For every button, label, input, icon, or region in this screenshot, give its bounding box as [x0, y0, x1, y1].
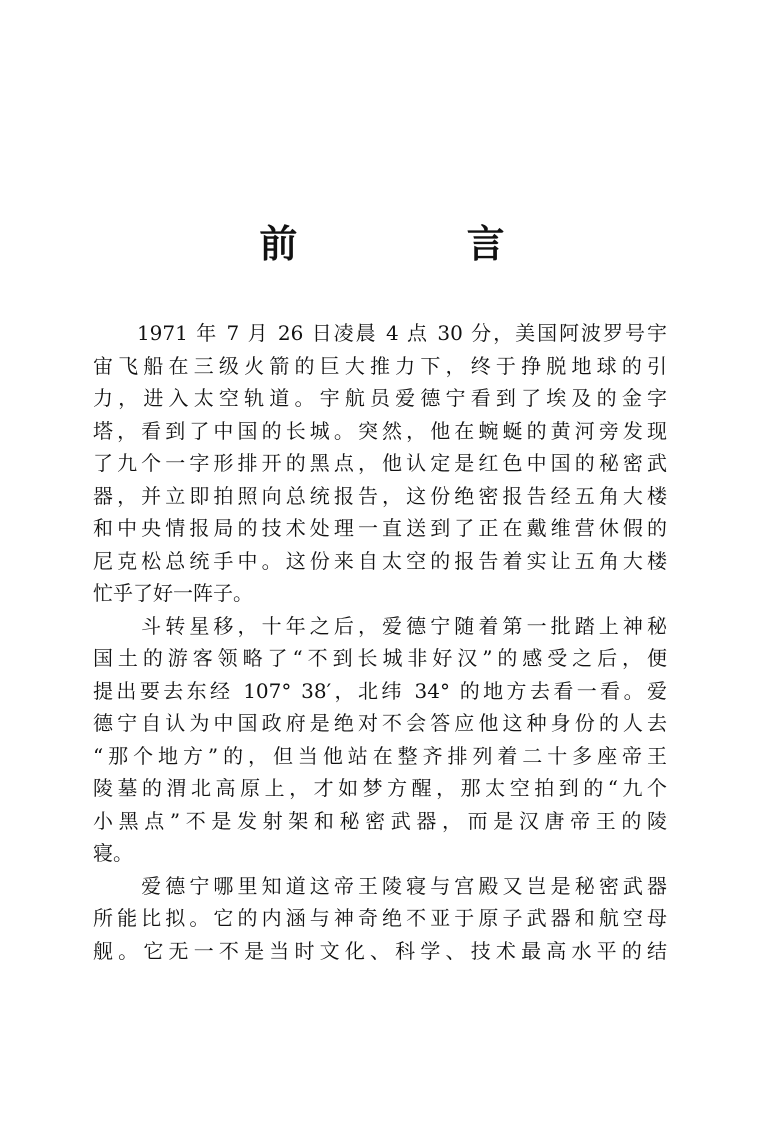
text-line: 了九个一字形排开的黑点，他认定是红色中国的秘密武 [93, 451, 667, 475]
text-line: 爱德宁哪里知道这帝王陵寝与宫殿又岂是秘密武器 [93, 873, 667, 898]
text-line: 和中央情报局的技术处理一直送到了正在戴维营休假的 [93, 516, 667, 540]
text-line: 力，进入太空轨道。宇航员爱德宁看到了埃及的金字 [93, 386, 667, 410]
text-line: 尼克松总统手中。这份来自太空的报告着实让五角大楼 [93, 548, 667, 573]
text-line: 所能比拟。它的内涵与神奇绝不亚于原子武器和航空母 [93, 906, 667, 930]
text-line: 忙乎了好一阵子。 [93, 581, 253, 605]
text-line: 寝。 [93, 841, 133, 865]
text-line: 小黑点”不是发射架和秘密武器，而是汉唐帝王的陵 [93, 808, 667, 833]
body-text [93, 317, 667, 967]
text-line: 宙飞船在三级火箭的巨大推力下，终于挣脱地球的引 [93, 353, 667, 378]
text-line: 提出要去东经 107° 38′，北纬 34° 的地方去看一看。爱 [93, 678, 667, 703]
text-line: 国土的游客领略了“不到长城非好汉”的感受之后，便 [93, 646, 667, 670]
text-line: 器，并立即拍照向总统报告，这份绝密报告经五角大楼 [93, 483, 667, 508]
text-line: “那个地方”的，但当他站在整齐排列着二十多座帝王 [93, 743, 667, 768]
text-line: 舰。它无一不是当时文化、科学、技术最高水平的结 [93, 938, 667, 963]
text-line: 德宁自认为中国政府是绝对不会答应他这种身份的人去 [93, 711, 667, 735]
text-line: 斗转星移，十年之后，爱德宁随着第一批踏上神秘 [93, 613, 667, 638]
page-title: 前 言 [259, 222, 583, 266]
text-line: 塔，看到了中国的长城。突然，他在蜿蜒的黄河旁发现 [93, 418, 667, 443]
text-line: 陵墓的渭北高原上，才如梦方醒，那太空拍到的“九个 [93, 776, 667, 800]
text-line: 1971 年 7 月 26 日凌晨 4 点 30 分，美国阿波罗号宇 [93, 321, 667, 345]
